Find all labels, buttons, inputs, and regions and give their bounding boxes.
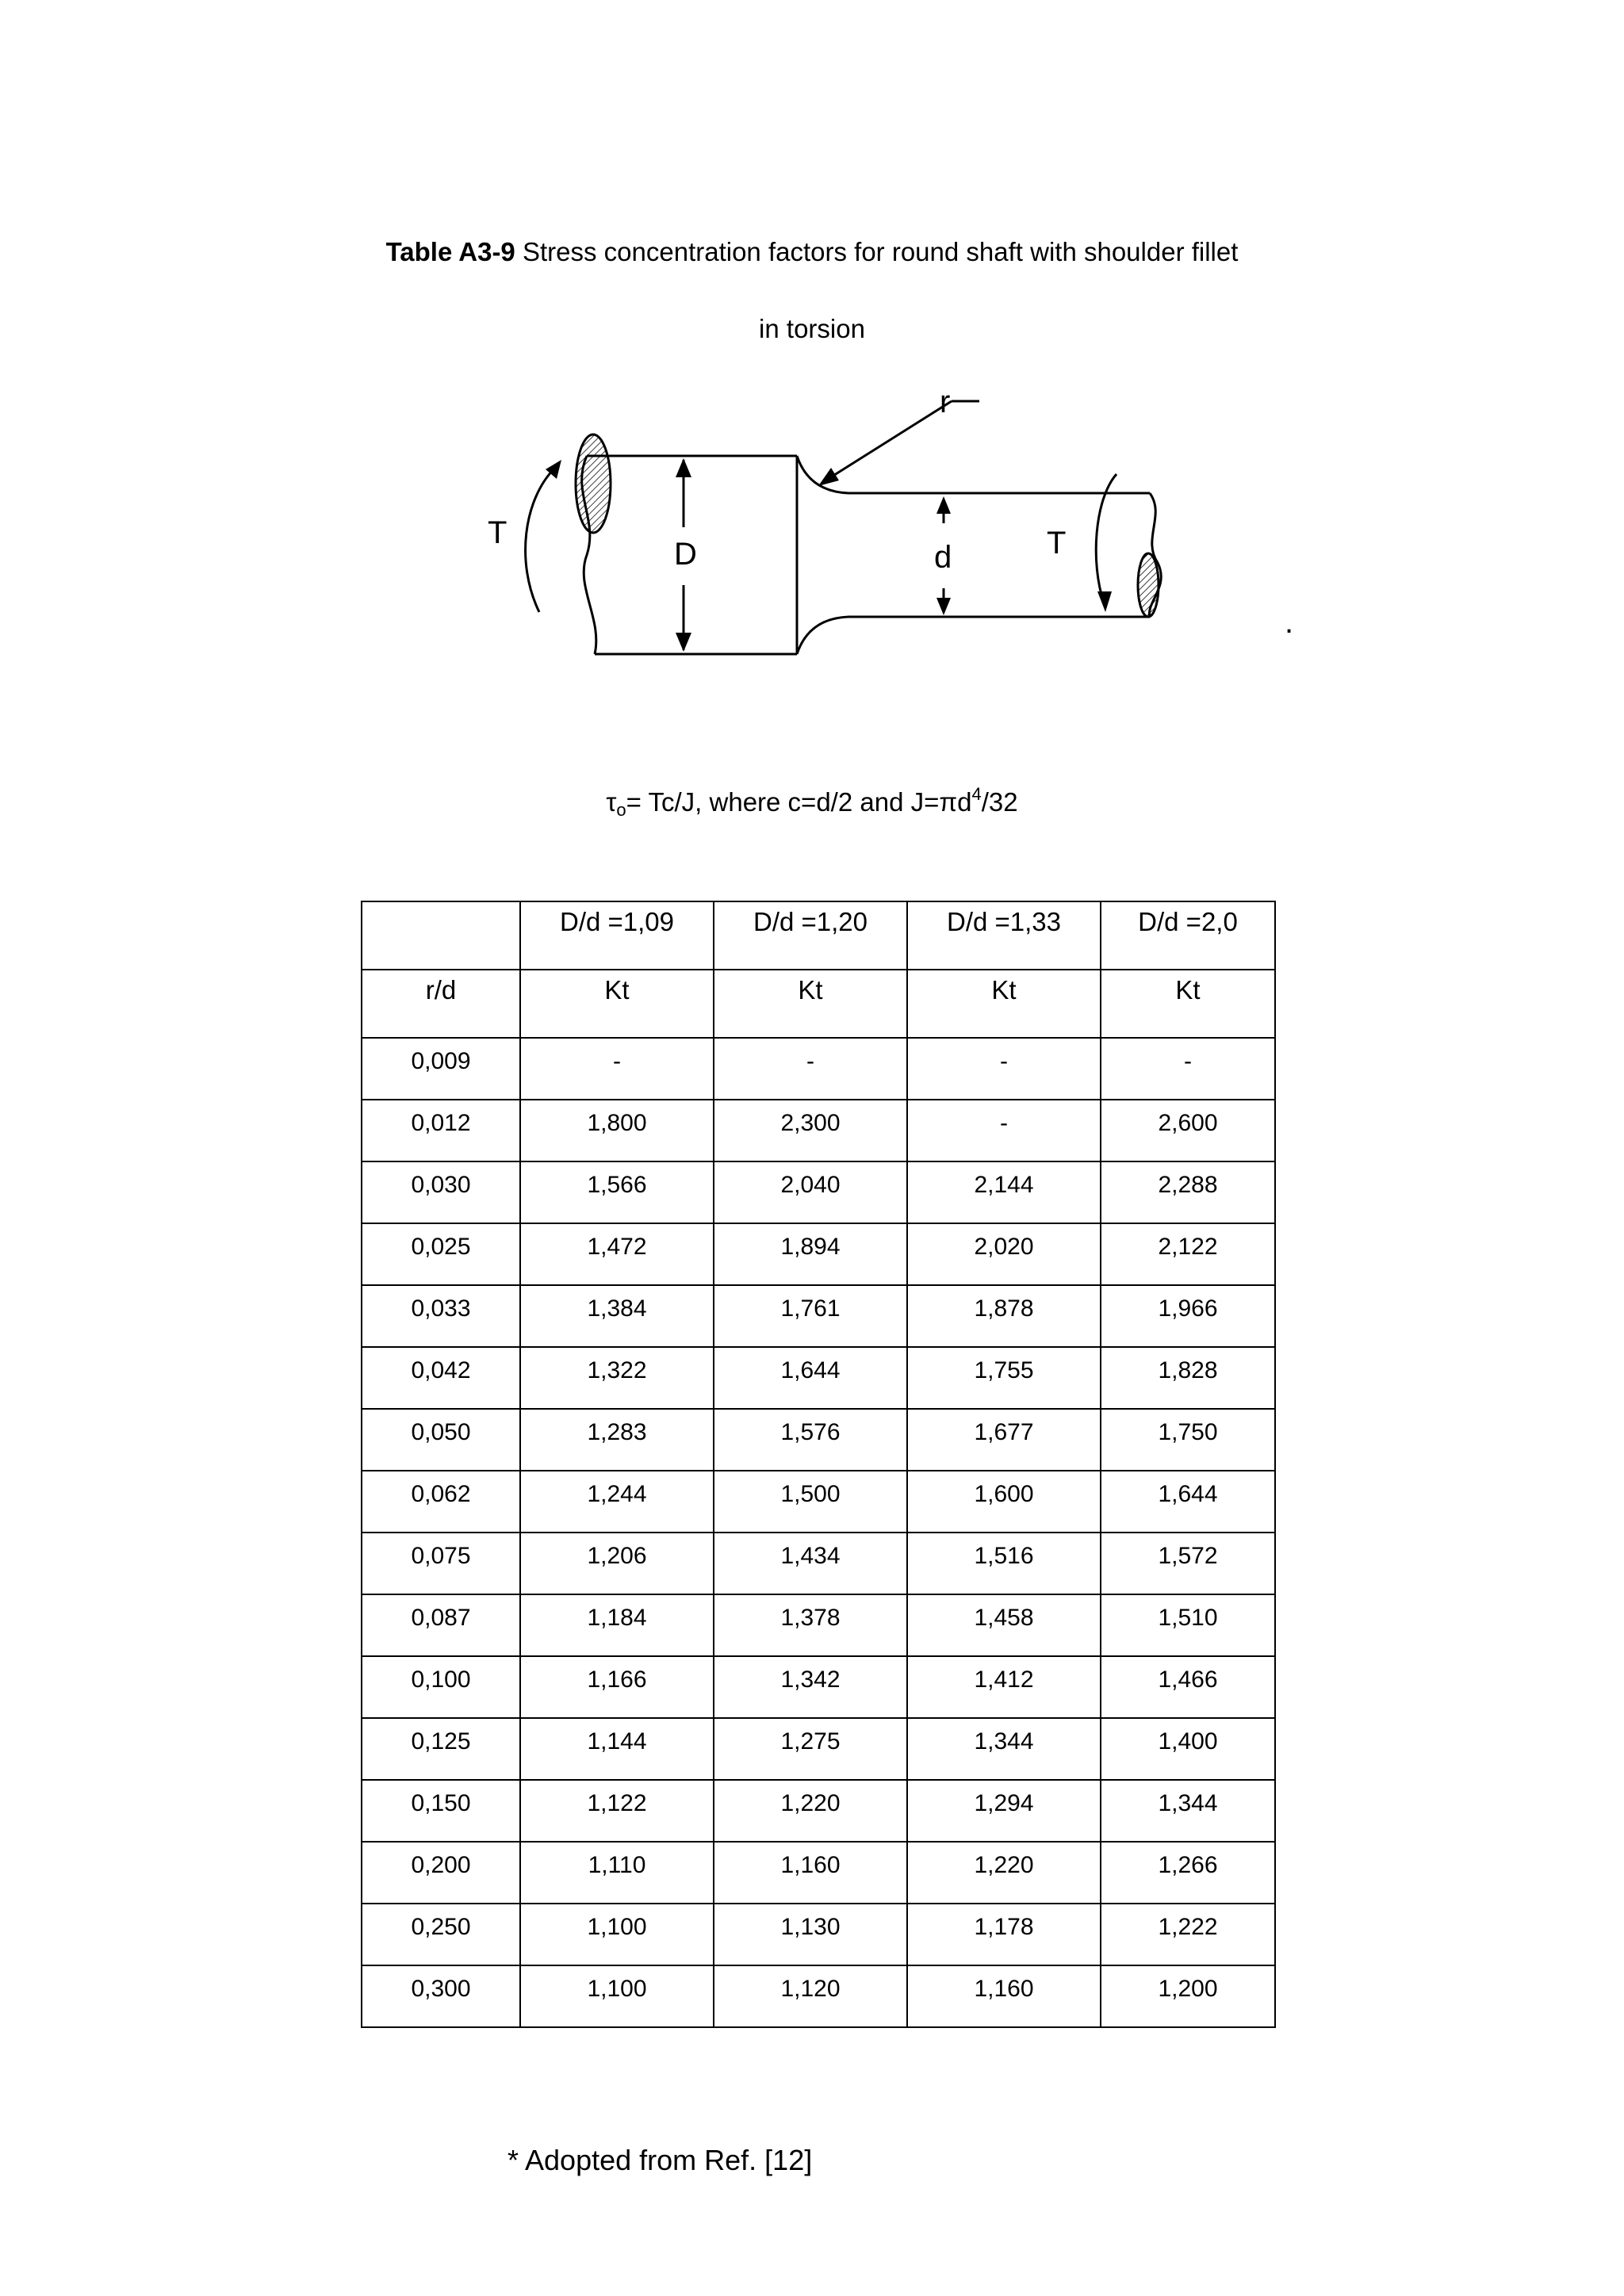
table-cell-text: - — [806, 1048, 814, 1074]
formula — [0, 779, 1624, 826]
table-cell-text: 1,266 — [1158, 1852, 1218, 1878]
table-cell — [714, 1656, 907, 1718]
table-cell — [907, 1285, 1101, 1347]
table-cell-text: 1,244 — [587, 1481, 647, 1507]
table-cell-text: 1,160 — [780, 1852, 841, 1878]
table-cell — [1101, 1285, 1275, 1347]
table-cell-text: 2,600 — [1158, 1110, 1218, 1136]
r-leader — [823, 401, 952, 482]
label-T-left: T — [488, 515, 508, 550]
table-cell-text: 2,020 — [974, 1234, 1034, 1260]
table-cell — [907, 1409, 1101, 1471]
table-cell-text: 1,110 — [588, 1852, 646, 1878]
table-cell-text: 0,125 — [411, 1728, 471, 1755]
table-cell-text: 0,012 — [411, 1110, 471, 1136]
table-cell-text: 1,878 — [974, 1295, 1034, 1322]
table-cell — [907, 1965, 1101, 2027]
table-cell-text: 1,178 — [974, 1914, 1034, 1940]
table-cell — [520, 1223, 714, 1285]
table-cell-text: D/d =2,0 — [1138, 907, 1238, 936]
formula-exp: 4 — [971, 784, 982, 804]
table-cell-text: 2,288 — [1158, 1172, 1218, 1198]
table-cell-text: 1,100 — [587, 1976, 647, 2002]
caption-line2: in torsion — [759, 314, 865, 343]
table-cell — [362, 1780, 520, 1842]
table-cell-text: 0,050 — [411, 1419, 471, 1445]
table-cell — [907, 1471, 1101, 1533]
table-cell-text: 1,384 — [587, 1295, 647, 1322]
table-cell — [907, 1347, 1101, 1409]
table-cell — [362, 1223, 520, 1285]
table-cell — [907, 1842, 1101, 1904]
table-cell — [1101, 1965, 1275, 2027]
left-torque-arrow — [526, 468, 555, 612]
large-shaft-section — [576, 434, 611, 533]
table-cell — [520, 1038, 714, 1100]
table-cell-text: 1,600 — [974, 1481, 1034, 1507]
table-cell-text: 1,222 — [1158, 1914, 1218, 1940]
table-cell — [1101, 1161, 1275, 1223]
table-cell-text: 1,566 — [587, 1172, 647, 1198]
D-arrow-down — [676, 633, 691, 652]
table-cell-text: - — [613, 1048, 621, 1074]
table-cell — [1101, 1656, 1275, 1718]
table-cell — [714, 1718, 907, 1780]
caption-label: Table A3-9 — [385, 237, 515, 266]
table-cell — [1101, 1347, 1275, 1409]
table-cell-text: D/d =1,20 — [753, 907, 868, 936]
fillet-bottom — [797, 617, 848, 654]
small-shaft-section — [1138, 553, 1159, 617]
table-cell — [520, 970, 714, 1038]
table-cell — [907, 1161, 1101, 1223]
formula-part1: = Tc/J, where c=d/2 and J=πd — [626, 787, 972, 817]
table-cell — [1101, 1471, 1275, 1533]
table-cell-text: 1,122 — [587, 1790, 647, 1816]
table-cell — [1101, 1780, 1275, 1842]
table-cell-text: 1,500 — [780, 1481, 841, 1507]
table-row — [362, 1100, 1275, 1161]
label-D: D — [674, 537, 697, 572]
table-cell — [907, 1100, 1101, 1161]
table-cell — [520, 1409, 714, 1471]
table-cell — [1101, 1409, 1275, 1471]
table-cell-text: 0,087 — [411, 1605, 471, 1631]
table-cell — [520, 1100, 714, 1161]
table-cell — [1101, 1100, 1275, 1161]
table-cell — [520, 1285, 714, 1347]
table-cell-text: 1,755 — [974, 1357, 1034, 1383]
table-cell — [1101, 1038, 1275, 1100]
footnote: * Adopted from Ref. [12] — [508, 2144, 813, 2176]
table-row — [362, 1285, 1275, 1347]
table-cell-text: - — [1184, 1048, 1192, 1074]
table-row — [362, 1533, 1275, 1594]
table-cell-text: 0,075 — [411, 1543, 471, 1569]
table-cell — [1101, 1223, 1275, 1285]
table-row — [362, 1780, 1275, 1842]
table-cell — [520, 1533, 714, 1594]
table-cell-text: 1,200 — [1158, 1976, 1218, 2002]
table-cell-text: Kt — [991, 975, 1017, 1004]
table-cell — [714, 1471, 907, 1533]
table-cell-text: 1,294 — [974, 1790, 1034, 1816]
figure-dot: . — [1285, 605, 1294, 640]
table-cell-text: 2,122 — [1158, 1234, 1218, 1260]
table-cell-text: 1,378 — [780, 1605, 841, 1631]
table-cell-text: D/d =1,33 — [946, 907, 1062, 936]
table-cell — [714, 1904, 907, 1965]
table-cell-text: 1,761 — [780, 1295, 841, 1322]
table-cell-text: 0,150 — [411, 1790, 471, 1816]
table-cell — [362, 1842, 520, 1904]
table-cell-text: 1,412 — [974, 1667, 1034, 1693]
table-cell — [714, 970, 907, 1038]
table-cell-text: 1,894 — [780, 1234, 841, 1260]
table-cell-text: 1,458 — [974, 1605, 1034, 1631]
table-cell-text: 1,206 — [587, 1543, 647, 1569]
table-row — [362, 1965, 1275, 2027]
table-cell — [1101, 1842, 1275, 1904]
shaft-diagram — [460, 381, 1332, 666]
table-cell — [714, 1965, 907, 2027]
table-cell-text: 1,100 — [587, 1914, 647, 1940]
table-cell — [362, 1594, 520, 1656]
table-cell — [520, 1347, 714, 1409]
table-cell-text: 1,160 — [974, 1976, 1034, 2002]
table-cell-text: 1,472 — [587, 1234, 647, 1260]
table-cell-text: 0,033 — [411, 1295, 471, 1322]
table-cell — [520, 1780, 714, 1842]
table-cell — [907, 901, 1101, 970]
table-row — [362, 1223, 1275, 1285]
table-cell-text: 1,144 — [587, 1728, 647, 1755]
label-d: d — [934, 540, 952, 575]
table-cell-text: 1,434 — [780, 1543, 841, 1569]
table-cell-text: 0,300 — [411, 1976, 471, 2002]
r-arrow — [818, 468, 839, 486]
table-caption — [0, 236, 1624, 268]
table-cell-text: 1,750 — [1158, 1419, 1218, 1445]
table-cell — [714, 1780, 907, 1842]
table-cell — [362, 1965, 520, 2027]
table-row — [362, 1656, 1275, 1718]
label-r: r — [940, 385, 951, 419]
table-cell — [714, 1161, 907, 1223]
table-cell-text: 1,400 — [1158, 1728, 1218, 1755]
table-row — [362, 1594, 1275, 1656]
table-cell-text: - — [1000, 1048, 1008, 1074]
table-cell-text: 1,966 — [1158, 1295, 1218, 1322]
table-cell — [1101, 901, 1275, 970]
formula-part2: /32 — [981, 787, 1018, 817]
table-row — [362, 970, 1275, 1038]
table-cell — [714, 1594, 907, 1656]
table-cell — [520, 1471, 714, 1533]
table-cell — [714, 1409, 907, 1471]
table-cell-text: 1,275 — [780, 1728, 841, 1755]
d-arrow-up — [936, 496, 951, 514]
table-cell-text: 1,572 — [1158, 1543, 1218, 1569]
table-row — [362, 1409, 1275, 1471]
table-row — [362, 1718, 1275, 1780]
table-row — [362, 1161, 1275, 1223]
fillet-top — [797, 456, 848, 493]
kt-table — [361, 901, 1276, 2028]
table-cell — [362, 1161, 520, 1223]
table-cell-text: 1,828 — [1158, 1357, 1218, 1383]
table-cell-text: 1,800 — [587, 1110, 647, 1136]
kt-table-body — [362, 901, 1275, 2027]
table-cell — [520, 1718, 714, 1780]
table-cell-text: 1,516 — [974, 1543, 1034, 1569]
table-cell-text: 2,040 — [780, 1172, 841, 1198]
table-cell — [362, 1347, 520, 1409]
table-cell-text: 1,184 — [587, 1605, 647, 1631]
table-cell — [362, 1533, 520, 1594]
table-cell — [362, 1718, 520, 1780]
table-row — [362, 1347, 1275, 1409]
table-cell-text: Kt — [798, 975, 823, 1004]
table-cell — [362, 1471, 520, 1533]
table-cell — [714, 1285, 907, 1347]
table-cell — [520, 1904, 714, 1965]
table-cell — [1101, 1533, 1275, 1594]
table-cell — [714, 1100, 907, 1161]
table-cell-text: 0,025 — [411, 1234, 471, 1260]
table-cell — [714, 1347, 907, 1409]
table-cell-text: 0,030 — [411, 1172, 471, 1198]
table-cell — [907, 1533, 1101, 1594]
table-cell-text: 1,342 — [780, 1667, 841, 1693]
table-cell — [714, 1038, 907, 1100]
table-cell-text: 1,220 — [974, 1852, 1034, 1878]
table-cell — [362, 970, 520, 1038]
table-cell — [520, 1161, 714, 1223]
table-cell-text: Kt — [604, 975, 630, 1004]
table-row — [362, 1038, 1275, 1100]
table-cell — [907, 1223, 1101, 1285]
table-cell-text: 1,344 — [974, 1728, 1034, 1755]
table-cell-text: - — [1000, 1110, 1008, 1136]
table-cell — [1101, 970, 1275, 1038]
table-cell — [362, 1904, 520, 1965]
table-cell — [362, 901, 520, 970]
table-cell-text: Kt — [1175, 975, 1201, 1004]
table-row — [362, 1471, 1275, 1533]
caption-text: Stress concentration factors for round shaft with shoulder fillet — [515, 237, 1239, 266]
table-cell — [520, 1656, 714, 1718]
table-cell-text: 1,576 — [780, 1419, 841, 1445]
d-arrow-down — [936, 598, 951, 615]
table-row — [362, 901, 1275, 970]
table-cell-text: 1,120 — [780, 1976, 841, 2002]
D-arrow-up — [676, 458, 691, 477]
formula-tau: τ — [606, 787, 617, 817]
table-cell — [362, 1656, 520, 1718]
table-cell — [520, 1965, 714, 2027]
table-cell-text: 1,466 — [1158, 1667, 1218, 1693]
table-cell — [907, 1594, 1101, 1656]
table-cell-text: 1,644 — [780, 1357, 841, 1383]
table-cell — [714, 1223, 907, 1285]
table-cell — [1101, 1594, 1275, 1656]
table-cell — [714, 901, 907, 970]
table-cell-text: 1,677 — [974, 1419, 1034, 1445]
table-cell-text: 1,166 — [587, 1667, 647, 1693]
table-cell — [907, 970, 1101, 1038]
table-cell-text: 1,510 — [1158, 1605, 1218, 1631]
table-cell-text: 0,009 — [411, 1048, 471, 1074]
table-cell — [362, 1038, 520, 1100]
table-cell-text: 1,130 — [780, 1914, 841, 1940]
table-cell — [907, 1038, 1101, 1100]
table-cell-text: 1,283 — [587, 1419, 647, 1445]
table-cell-text: 2,300 — [780, 1110, 841, 1136]
right-torque-arrowhead — [1097, 591, 1112, 612]
table-cell — [362, 1100, 520, 1161]
table-cell — [907, 1780, 1101, 1842]
table-cell — [907, 1656, 1101, 1718]
table-cell-text: 1,344 — [1158, 1790, 1218, 1816]
table-cell — [520, 1594, 714, 1656]
table-cell-text: 0,042 — [411, 1357, 471, 1383]
table-cell — [1101, 1904, 1275, 1965]
table-cell-text: 0,100 — [411, 1667, 471, 1693]
table-cell — [520, 901, 714, 970]
table-cell-text: 0,200 — [411, 1852, 471, 1878]
table-cell — [714, 1533, 907, 1594]
table-cell-text: 1,322 — [587, 1357, 647, 1383]
table-row — [362, 1842, 1275, 1904]
table-cell — [362, 1409, 520, 1471]
table-cell-text: D/d =1,09 — [559, 907, 675, 936]
table-cell-text: 1,220 — [780, 1790, 841, 1816]
table-cell-text: 0,062 — [411, 1481, 471, 1507]
table-cell-text: 1,644 — [1158, 1481, 1218, 1507]
table-cell — [907, 1718, 1101, 1780]
formula-tau-sub: o — [616, 800, 626, 820]
table-cell — [907, 1904, 1101, 1965]
table-cell-text: 0,250 — [411, 1914, 471, 1940]
table-row — [362, 1904, 1275, 1965]
table-cell — [714, 1842, 907, 1904]
table-cell-text: r/d — [425, 975, 457, 1004]
label-T-right: T — [1047, 526, 1067, 561]
table-cell — [1101, 1718, 1275, 1780]
table-cell-text: 2,144 — [974, 1172, 1034, 1198]
table-cell — [520, 1842, 714, 1904]
table-cell — [362, 1285, 520, 1347]
